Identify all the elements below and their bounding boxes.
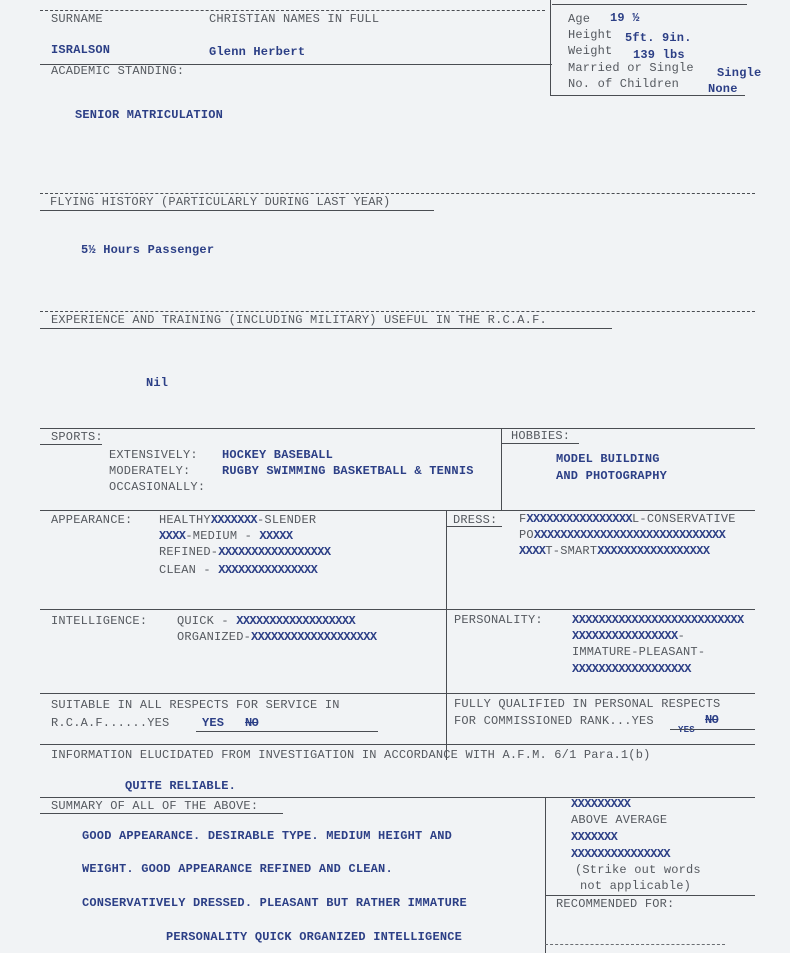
- hobbies-underline: [501, 443, 579, 444]
- personality-struck-1: XXXXXXXXXXXXXXXXXXXXXXXXXX: [572, 613, 744, 627]
- suitable-struck: NO: [245, 716, 259, 730]
- summary-line-2: WEIGHT. GOOD APPEARANCE REFINED AND CLEAN.: [82, 862, 393, 876]
- occasionally-label: OCCASIONALLY:: [109, 480, 206, 494]
- experience-label: EXPERIENCE AND TRAINING (INCLUDING MILITARY) USEFUL IN THE R.C.A.F.: [51, 313, 547, 327]
- weight-label: Weight: [568, 44, 613, 58]
- hobbies-line-1: MODEL BUILDING: [556, 452, 660, 466]
- qualified-line-2: FOR COMMISSIONED RANK...YES: [454, 714, 654, 728]
- center-divider: [446, 510, 447, 760]
- appearance-struck-4: XXXXXXXXXXXXXXXXX: [218, 545, 331, 559]
- christian-names-label: CHRISTIAN NAMES IN FULL: [209, 12, 380, 26]
- rating-struck-2: XXXXXXX: [571, 830, 618, 844]
- appearance-clean: CLEAN -: [159, 563, 219, 577]
- intelligence-organized: ORGANIZED-: [177, 630, 252, 644]
- appearance-struck-2: XXXX: [159, 529, 186, 543]
- qualified-line-1: FULLY QUALIFIED IN PERSONAL RESPECTS: [454, 697, 721, 711]
- academic-value: SENIOR MATRICULATION: [75, 108, 224, 122]
- experience-value: Nil: [146, 376, 169, 390]
- flying-rule: [40, 193, 755, 194]
- dress-label: DRESS:: [453, 513, 498, 527]
- appearance-line-2: [159, 529, 292, 543]
- intelligence-struck-2: XXXXXXXXXXXXXXXXXXX: [251, 630, 377, 644]
- summary-divider: [545, 797, 546, 953]
- rating-struck-3: XXXXXXXXXXXXXXX: [571, 847, 671, 861]
- suitable-rule: [40, 693, 755, 694]
- age-value: 19 ½: [610, 11, 640, 25]
- qualified-struck: NO: [705, 713, 719, 727]
- summary-line-3: CONSERVATIVELY DRESSED. PLEASANT BUT RATHER IMMATURE: [82, 896, 467, 910]
- flying-value: 5½ Hours Passenger: [81, 243, 215, 257]
- age-label: Age: [568, 12, 591, 26]
- appearance-label: APPEARANCE:: [51, 513, 133, 527]
- height-label: Height: [568, 28, 613, 42]
- height-value: 5ft. 9in.: [625, 31, 692, 45]
- personality-struck-2: XXXXXXXXXXXXXXXX: [572, 629, 678, 643]
- intelligence-rule: [40, 609, 755, 610]
- suitable-line-1: SUITABLE IN ALL RESPECTS FOR SERVICE IN: [51, 698, 340, 712]
- dress-line-3: [519, 544, 709, 558]
- intelligence-struck-1: XXXXXXXXXXXXXXXXXX: [236, 614, 356, 628]
- appearance-struck-1: XXXXXXX: [210, 513, 258, 527]
- summary-label: SUMMARY OF ALL OF THE ABOVE:: [51, 799, 259, 813]
- dress-struck-2: XXXXXXXXXXXXXXXXXXXXXXXXXXXXX: [533, 528, 726, 542]
- rating-note-2: not applicable): [580, 879, 692, 893]
- appearance-healthy: HEALTHY: [159, 513, 211, 527]
- personality-line-3: [572, 645, 705, 659]
- personal-box-top: [552, 4, 747, 5]
- surname-label: SURNAME: [51, 12, 103, 26]
- information-rule: [40, 744, 755, 745]
- top-rule: [40, 10, 545, 11]
- appearance-rule: [40, 510, 755, 511]
- intelligence-line-2: [177, 630, 376, 644]
- rating-above-average: ABOVE AVERAGE: [571, 813, 668, 827]
- dress-line-2: [519, 528, 725, 542]
- children-value: None: [708, 82, 738, 96]
- personal-box-left: [550, 0, 551, 96]
- personality-line-1: [572, 613, 744, 627]
- qualified-underline: [670, 729, 755, 730]
- married-label: Married or Single: [568, 61, 694, 75]
- appearance-medium: -MEDIUM -: [185, 529, 260, 543]
- surname-value: ISRALSON: [51, 43, 111, 57]
- dress-underline: [446, 526, 502, 527]
- bottom-cut-line: [545, 944, 725, 945]
- appearance-struck-3: XXXXX: [259, 529, 293, 543]
- extensively-label: EXTENSIVELY:: [109, 448, 198, 462]
- appearance-slender: -SLENDER: [257, 513, 317, 527]
- sports-underline: [40, 444, 102, 445]
- summary-underline: [40, 813, 283, 814]
- rating-note-1: (Strike out words: [575, 863, 701, 877]
- recommended-label: RECOMMENDED FOR:: [556, 897, 675, 911]
- children-label: No. of Children: [568, 77, 680, 91]
- suitable-underline: [196, 731, 378, 732]
- dress-struck-1: XXXXXXXXXXXXXXXX: [526, 512, 633, 526]
- moderately-label: MODERATELY:: [109, 464, 191, 478]
- experience-rule: [40, 311, 755, 312]
- appearance-line-3: [159, 545, 330, 559]
- dress-line-1: [519, 512, 736, 526]
- extensively-value: HOCKEY BASEBALL: [222, 448, 334, 462]
- flying-underline: [40, 210, 434, 211]
- dress-po: PO: [519, 528, 534, 542]
- dress-smart: T-SMART: [545, 544, 598, 558]
- dress-struck-3: XXXX: [519, 544, 546, 558]
- appearance-line-1: [159, 513, 316, 527]
- appearance-struck-5: XXXXXXXXXXXXXXX: [218, 563, 318, 577]
- personality-line-2: [572, 629, 685, 643]
- information-value: QUITE RELIABLE.: [125, 779, 237, 793]
- dress-struck-4: XXXXXXXXXXXXXXXXX: [597, 544, 710, 558]
- recommended-rule: [545, 895, 755, 896]
- personality-label: PERSONALITY:: [454, 613, 543, 627]
- christian-names-value: Glenn Herbert: [209, 45, 306, 59]
- intelligence-label: INTELLIGENCE:: [51, 614, 148, 628]
- appearance-line-4: [159, 563, 317, 577]
- information-label: INFORMATION ELUCIDATED FROM INVESTIGATION IN ACCORDANCE WITH A.F.M. 6/1 Para.1(b): [51, 748, 651, 762]
- personality-line-4: [572, 662, 691, 676]
- rating-struck-1: XXXXXXXXX: [571, 797, 631, 811]
- qualified-answer: YES: [678, 725, 695, 735]
- dress-conservative: L-CONSERVATIVE: [632, 512, 736, 526]
- sports-rule: [40, 428, 755, 429]
- experience-underline: [40, 328, 612, 329]
- summary-line-4: PERSONALITY QUICK ORGANIZED INTELLIGENCE: [166, 930, 463, 944]
- academic-label: ACADEMIC STANDING:: [51, 64, 185, 78]
- sports-label: SPORTS:: [51, 430, 103, 444]
- intelligence-quick: QUICK -: [177, 614, 237, 628]
- summary-line-1: GOOD APPEARANCE. DESIRABLE TYPE. MEDIUM HEIGHT AND: [82, 829, 453, 843]
- suitable-answer: YES: [202, 716, 225, 730]
- personality-dash: -: [677, 629, 686, 643]
- suitable-line-2: R.C.A.F......YES: [51, 716, 170, 730]
- hobbies-line-2: AND PHOTOGRAPHY: [556, 469, 668, 483]
- summary-rule: [40, 797, 755, 798]
- sports-hobbies-divider: [501, 428, 502, 510]
- hobbies-label: HOBBIES:: [511, 429, 571, 443]
- married-value: Single: [717, 66, 762, 80]
- personality-immature: IMMATURE-PLEASANT-: [572, 645, 706, 659]
- appearance-refined: REFINED-: [159, 545, 219, 559]
- flying-label: FLYING HISTORY (PARTICULARLY DURING LAST YEAR): [50, 195, 391, 209]
- dress-f: F: [519, 512, 527, 526]
- moderately-value: RUGBY SWIMMING BASKETBALL & TENNIS: [222, 464, 474, 478]
- weight-value: 139 lbs: [633, 48, 685, 62]
- personality-struck-3: XXXXXXXXXXXXXXXXXX: [572, 662, 691, 676]
- intelligence-line-1: [177, 614, 355, 628]
